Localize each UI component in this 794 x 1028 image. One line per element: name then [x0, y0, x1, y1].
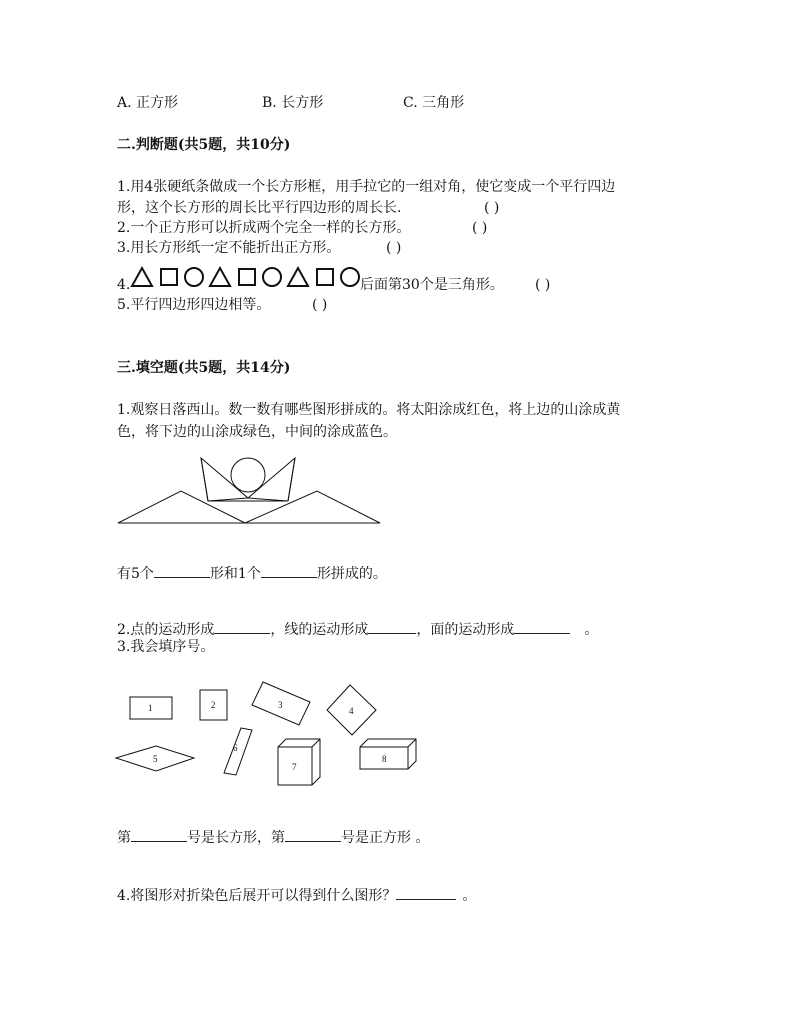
triangle-icon [288, 268, 308, 286]
s2-q1-line2: 形，这个长方形的周长比平行四边形的周长长. [117, 200, 402, 216]
s3-q4 [117, 885, 476, 905]
triangle-icon [132, 268, 152, 286]
s3-q1-answer-b: 形和1个 [209, 566, 261, 582]
option-c: C. 三角形 [403, 95, 465, 111]
answer-blank[interactable] [514, 619, 570, 634]
answer-blank[interactable] [368, 619, 416, 634]
s3-q3-answer-b: 号是长方形，第 [187, 830, 285, 846]
sun-circle [231, 458, 265, 492]
option-a: A. 正方形 [117, 95, 179, 111]
shape-label-1: 1 [148, 703, 153, 713]
answer-blank[interactable] [214, 619, 270, 634]
s3-q1-line1: 1.观察日落西山。数一数有哪些图形拼成的。将太阳涂成红色，将上边的山涂成黄 [117, 402, 621, 418]
s2-q1-line1: 1.用4张硬纸条做成一个长方形框，用手拉它的一组对角，使它变成一个平行四边 [117, 179, 616, 195]
square-icon [239, 269, 255, 285]
circle-icon [185, 268, 203, 286]
s3-q3-answer [117, 827, 429, 847]
s3-q4-b: 。 [462, 888, 477, 904]
s3-q1-answer-c: 形拼成的。 [316, 566, 387, 582]
s3-q1-answer [117, 563, 387, 583]
s3-q2-a: 2.点的运动形成 [117, 622, 215, 638]
answer-blank[interactable] [285, 827, 341, 842]
s3-q3-answer-a: 第 [117, 830, 131, 846]
s3-q3-answer-c: 号是正方形 。 [341, 830, 430, 846]
option-b: B. 长方形 [262, 95, 324, 111]
mountain-right [245, 491, 380, 523]
s2-q4-prefix: 4. [117, 277, 131, 293]
shape-label-4: 4 [349, 706, 354, 716]
s3-q1-line2: 色，将下边的山涂成绿色，中间的涂成蓝色。 [117, 424, 397, 440]
shape-label-7: 7 [292, 762, 297, 772]
shape-label-2: 2 [211, 700, 216, 710]
s2-q4-paren[interactable]: ( ) [535, 277, 551, 293]
s3-q2-d: 。 [584, 622, 599, 638]
section3-title: 三.填空题(共5题，共14分) [117, 360, 291, 376]
circle-icon [263, 268, 281, 286]
s2-q2-paren[interactable]: ( ) [472, 220, 488, 236]
s2-q1-paren[interactable]: ( ) [484, 200, 500, 216]
middle-left-triangle [201, 458, 248, 501]
s3-q4-a: 4.将图形对折染色后展开可以得到什么图形？ [117, 888, 397, 904]
s2-q2: 2.一个正方形可以折成两个完全一样的长方形。 [117, 220, 411, 236]
s2-q4-suffix: 后面第30个是三角形。 [360, 277, 504, 293]
answer-blank[interactable] [131, 827, 187, 842]
answer-blank[interactable] [396, 885, 456, 900]
answer-blank[interactable] [261, 563, 317, 578]
numbered-shapes-figure [110, 680, 430, 795]
shape-sequence-figure [130, 266, 360, 288]
triangle-icon [210, 268, 230, 286]
square-icon [317, 269, 333, 285]
answer-blank[interactable] [154, 563, 210, 578]
sunset-mountain-figure [115, 455, 395, 535]
circle-icon [341, 268, 359, 286]
s2-q3-paren[interactable]: ( ) [386, 240, 402, 256]
s3-q1-answer-a: 有5个 [117, 566, 154, 582]
shape-label-3: 3 [278, 700, 283, 710]
s2-q5: 5.平行四边形四边相等。 [117, 297, 271, 313]
s2-q5-paren[interactable]: ( ) [312, 297, 328, 313]
square-icon [161, 269, 177, 285]
s3-q2-b: ，线的运动形成 [270, 622, 369, 638]
shape-label-8: 8 [382, 754, 387, 764]
s3-q3: 3.我会填序号。 [117, 639, 215, 655]
mountain-left [118, 491, 245, 523]
s3-q2-c: ，面的运动形成 [416, 622, 515, 638]
shape-label-6: 6 [233, 743, 238, 753]
s2-q3: 3.用长方形纸一定不能折出正方形。 [117, 240, 341, 256]
section2-title: 二.判断题(共5题，共10分) [117, 137, 291, 153]
middle-right-triangle [248, 458, 295, 501]
s3-q2 [117, 619, 598, 639]
shape-label-5: 5 [153, 754, 158, 764]
